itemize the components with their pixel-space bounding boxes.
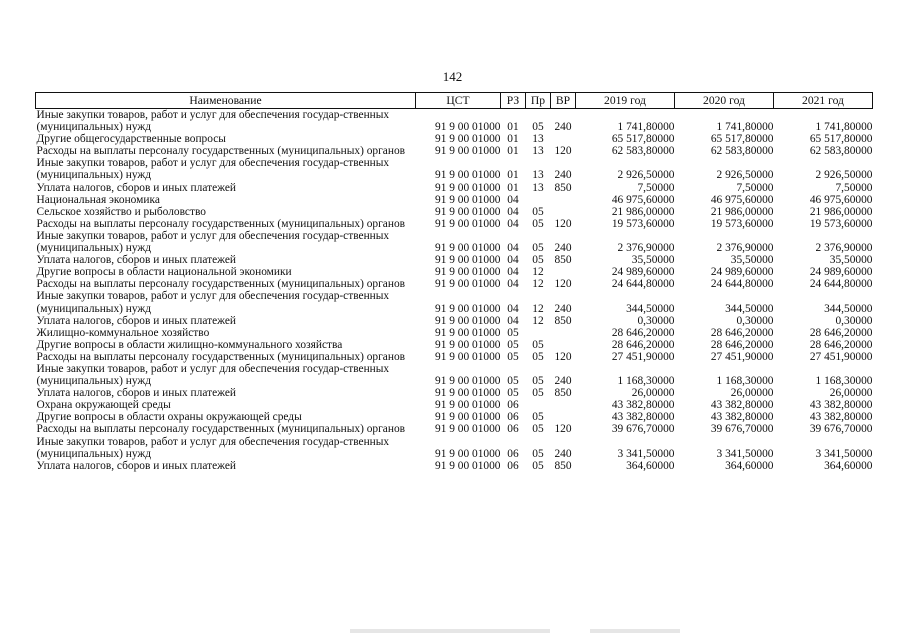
cell-2020: 21 986,00000 (710, 205, 774, 218)
cell-vr (551, 339, 576, 351)
cell-vr: 850 (554, 181, 572, 194)
cell-vr: 120 (554, 145, 572, 158)
cell-2021: 65 517,80000 (809, 133, 873, 146)
cell-pr: 05 (532, 387, 544, 400)
cell-rz: 06 (507, 411, 519, 424)
table-row (36, 194, 873, 206)
cell-2019: 19 573,60000 (611, 217, 675, 230)
cell-rz: 04 (507, 302, 519, 315)
cell-pr (526, 194, 551, 206)
cell-rz: 01 (507, 121, 519, 134)
cell-name: Расходы на выплаты персоналу государственных (муниципальных) органов (36, 278, 406, 291)
cell-vr (551, 133, 576, 145)
cell-cst: 91 9 00 01000 (435, 447, 501, 460)
cell-cst: 91 9 00 01000 (435, 423, 501, 436)
cell-vr: 240 (554, 169, 572, 182)
cell-2019: 2 926,50000 (617, 169, 675, 182)
cell-2020: 28 646,20000 (710, 326, 774, 339)
cell-pr: 05 (532, 338, 544, 351)
cell-2020: 1 741,80000 (716, 121, 774, 134)
cell-2020: 2 376,90000 (716, 242, 774, 255)
cell-pr: 05 (532, 411, 544, 424)
cell-2021: 62 583,80000 (809, 145, 873, 158)
cell-pr: 05 (532, 121, 544, 134)
cell-2021: 1 741,80000 (815, 121, 873, 134)
cell-2021: 2 926,50000 (815, 169, 873, 182)
cell-2021: 24 989,60000 (809, 266, 873, 279)
table-row (36, 145, 873, 157)
cell-2021: 1 168,30000 (815, 375, 873, 388)
cell-vr: 120 (554, 350, 572, 363)
cell-cst: 91 9 00 01000 (435, 278, 501, 291)
cell-2021: 35,50000 (829, 254, 873, 267)
cell-vr (551, 399, 576, 411)
cell-2019: 62 583,80000 (611, 145, 675, 158)
cell-name: Сельское хозяйство и рыболовство (36, 205, 206, 218)
cell-2019: 3 341,50000 (617, 447, 675, 460)
cell-name: Иные закупки товаров, работ и услуг для обеспечения государ-ственных (муниципальных) нужд (36, 229, 390, 255)
cell-rz: 05 (507, 338, 519, 351)
cell-2019: 28 646,20000 (611, 326, 675, 339)
cell-pr: 13 (532, 133, 544, 146)
table-row (36, 423, 873, 435)
cell-rz: 01 (507, 181, 519, 194)
cell-name: Другие вопросы в области жилищно-коммунального хозяйства (36, 338, 343, 351)
cell-name: Другие вопросы в области национальной экономики (36, 266, 292, 279)
cell-2019: 344,50000 (626, 302, 675, 315)
table-row (36, 133, 873, 145)
cell-pr: 05 (532, 350, 544, 363)
header-pr: Пр (526, 93, 551, 109)
cell-pr: 05 (532, 217, 544, 230)
cell-2020: 43 382,80000 (710, 411, 774, 424)
cell-cst: 91 9 00 01000 (435, 459, 501, 472)
table-header-row (36, 93, 873, 109)
table-row (36, 109, 873, 134)
cell-cst: 91 9 00 01000 (435, 387, 501, 400)
table-row (36, 290, 873, 314)
cell-rz: 04 (507, 205, 519, 218)
cell-2020: 364,60000 (725, 459, 774, 472)
cell-pr: 13 (532, 145, 544, 158)
cell-2020: 65 517,80000 (710, 133, 774, 146)
cell-2019: 65 517,80000 (611, 133, 675, 146)
scan-artifact (350, 629, 550, 633)
cell-cst: 91 9 00 01000 (435, 326, 501, 339)
cell-2021: 344,50000 (824, 302, 873, 315)
cell-2020: 26,00000 (730, 387, 774, 400)
cell-2020: 19 573,60000 (710, 217, 774, 230)
cell-pr: 05 (532, 375, 544, 388)
cell-2019: 24 644,80000 (611, 278, 675, 291)
cell-2019: 21 986,00000 (611, 205, 675, 218)
cell-2021: 43 382,80000 (809, 399, 873, 412)
cell-cst: 91 9 00 01000 (435, 242, 501, 255)
cell-name: Расходы на выплаты персоналу государственных (муниципальных) органов (36, 145, 406, 158)
cell-2019: 28 646,20000 (611, 338, 675, 351)
cell-2021: 39 676,70000 (809, 423, 873, 436)
budget-table (35, 92, 873, 472)
cell-rz: 04 (507, 242, 519, 255)
cell-2021: 43 382,80000 (809, 411, 873, 424)
table-body (36, 109, 873, 472)
cell-2021: 364,60000 (824, 459, 873, 472)
cell-rz: 04 (507, 193, 519, 206)
cell-rz: 04 (507, 314, 519, 327)
cell-vr: 850 (554, 254, 572, 267)
cell-2019: 26,00000 (631, 387, 675, 400)
cell-pr: 12 (532, 302, 544, 315)
header-2020: 2020 год (675, 93, 774, 109)
cell-name: Жилищно-коммунальное хозяйство (36, 326, 210, 339)
cell-cst: 91 9 00 01000 (435, 266, 501, 279)
cell-2021: 26,00000 (829, 387, 873, 400)
cell-pr: 05 (532, 447, 544, 460)
cell-rz: 06 (507, 447, 519, 460)
cell-cst: 91 9 00 01000 (435, 254, 501, 267)
table-row (36, 399, 873, 411)
cell-vr: 120 (554, 278, 572, 291)
cell-2021: 0,30000 (835, 314, 873, 327)
cell-name: Другие общегосударственные вопросы (36, 133, 226, 146)
cell-name: Расходы на выплаты персоналу государственных (муниципальных) органов (36, 350, 406, 363)
cell-vr (551, 206, 576, 218)
cell-name: Национальная экономика (36, 193, 160, 206)
cell-pr: 12 (532, 266, 544, 279)
header-name: Наименование (36, 93, 416, 109)
cell-pr: 13 (532, 181, 544, 194)
cell-vr: 120 (554, 423, 572, 436)
cell-name: Охрана окружающей среды (36, 399, 171, 412)
cell-vr: 850 (554, 459, 572, 472)
cell-pr (526, 327, 551, 339)
cell-2021: 24 644,80000 (809, 278, 873, 291)
cell-vr (551, 266, 576, 278)
cell-name: Иные закупки товаров, работ и услуг для обеспечения государ-ственных (муниципальных) нужд (36, 109, 390, 134)
cell-2020: 0,30000 (736, 314, 774, 327)
table-row (36, 411, 873, 423)
cell-2019: 43 382,80000 (611, 399, 675, 412)
cell-cst: 91 9 00 01000 (435, 399, 501, 412)
cell-name: Уплата налогов, сборов и иных платежей (36, 387, 236, 400)
cell-vr (551, 327, 576, 339)
table-row (36, 218, 873, 230)
cell-vr: 850 (554, 314, 572, 327)
cell-pr: 05 (532, 254, 544, 267)
cell-2021: 3 341,50000 (815, 447, 873, 460)
cell-vr: 120 (554, 217, 572, 230)
cell-cst: 91 9 00 01000 (435, 169, 501, 182)
cell-rz: 01 (507, 133, 519, 146)
cell-rz: 05 (507, 375, 519, 388)
cell-pr: 12 (532, 278, 544, 291)
cell-rz: 06 (507, 399, 519, 412)
cell-2021: 28 646,20000 (809, 326, 873, 339)
cell-pr: 12 (532, 314, 544, 327)
cell-rz: 04 (507, 217, 519, 230)
cell-vr: 240 (554, 242, 572, 255)
table-row (36, 339, 873, 351)
cell-vr: 240 (554, 121, 572, 134)
cell-name: Уплата налогов, сборов и иных платежей (36, 254, 236, 267)
cell-2020: 27 451,90000 (710, 350, 774, 363)
cell-2019: 1 741,80000 (617, 121, 675, 134)
cell-2020: 39 676,70000 (710, 423, 774, 436)
cell-pr: 05 (532, 423, 544, 436)
cell-cst: 91 9 00 01000 (435, 375, 501, 388)
cell-rz: 04 (507, 254, 519, 267)
cell-2019: 46 975,60000 (611, 193, 675, 206)
cell-cst: 91 9 00 01000 (435, 217, 501, 230)
cell-cst: 91 9 00 01000 (435, 121, 501, 134)
cell-rz: 01 (507, 169, 519, 182)
cell-2019: 35,50000 (631, 254, 675, 267)
cell-2021: 46 975,60000 (809, 193, 873, 206)
cell-2019: 1 168,30000 (617, 375, 675, 388)
header-vr: ВР (551, 93, 576, 109)
table-row (36, 206, 873, 218)
cell-2020: 35,50000 (730, 254, 774, 267)
cell-cst: 91 9 00 01000 (435, 350, 501, 363)
cell-2019: 43 382,80000 (611, 411, 675, 424)
cell-2020: 24 644,80000 (710, 278, 774, 291)
table-row (36, 460, 873, 472)
cell-vr: 240 (554, 447, 572, 460)
cell-2019: 7,50000 (637, 181, 675, 194)
cell-name: Уплата налогов, сборов и иных платежей (36, 314, 236, 327)
cell-2020: 7,50000 (736, 181, 774, 194)
cell-name: Иные закупки товаров, работ и услуг для обеспечения государ-ственных (муниципальных) нужд (36, 435, 390, 460)
cell-2020: 1 168,30000 (716, 375, 774, 388)
cell-rz: 01 (507, 145, 519, 158)
cell-2019: 27 451,90000 (611, 350, 675, 363)
table-row (36, 315, 873, 327)
cell-2020: 46 975,60000 (710, 193, 774, 206)
cell-name: Иные закупки товаров, работ и услуг для обеспечения государ-ственных (муниципальных) нужд (36, 362, 390, 388)
cell-2019: 24 989,60000 (611, 266, 675, 279)
scan-artifact (590, 629, 680, 633)
cell-cst: 91 9 00 01000 (435, 411, 501, 424)
cell-2021: 28 646,20000 (809, 338, 873, 351)
table-row (36, 266, 873, 278)
table-row (36, 387, 873, 399)
cell-cst: 91 9 00 01000 (435, 181, 501, 194)
cell-2021: 21 986,00000 (809, 205, 873, 218)
cell-2020: 62 583,80000 (710, 145, 774, 158)
cell-cst: 91 9 00 01000 (435, 205, 501, 218)
cell-cst: 91 9 00 01000 (435, 193, 501, 206)
table-row (36, 182, 873, 194)
cell-2020: 28 646,20000 (710, 338, 774, 351)
cell-cst: 91 9 00 01000 (435, 133, 501, 146)
cell-vr (551, 194, 576, 206)
table-row (36, 363, 873, 387)
table-row (36, 327, 873, 339)
header-2021: 2021 год (774, 93, 873, 109)
cell-vr: 240 (554, 302, 572, 315)
cell-rz: 04 (507, 266, 519, 279)
cell-2020: 24 989,60000 (710, 266, 774, 279)
header-2019: 2019 год (576, 93, 675, 109)
page-number: 142 (442, 69, 463, 84)
cell-2021: 2 376,90000 (815, 242, 873, 255)
cell-name: Уплата налогов, сборов и иных платежей (36, 459, 236, 472)
cell-2020: 2 926,50000 (716, 169, 774, 182)
cell-pr: 13 (532, 169, 544, 182)
cell-2021: 19 573,60000 (809, 217, 873, 230)
cell-name: Расходы на выплаты персоналу государственных (муниципальных) органов (36, 217, 406, 230)
cell-vr: 850 (554, 387, 572, 400)
cell-2019: 0,30000 (637, 314, 675, 327)
cell-vr: 240 (554, 375, 572, 388)
cell-2020: 3 341,50000 (716, 447, 774, 460)
table-row (36, 278, 873, 290)
table-row (36, 351, 873, 363)
table-row (36, 436, 873, 460)
cell-name: Иные закупки товаров, работ и услуг для обеспечения государ-ственных (муниципальных) нужд (36, 157, 390, 182)
cell-vr (551, 411, 576, 423)
cell-cst: 91 9 00 01000 (435, 338, 501, 351)
cell-name: Другие вопросы в области охраны окружающей среды (36, 411, 302, 424)
cell-pr: 05 (532, 242, 544, 255)
cell-rz: 05 (507, 387, 519, 400)
cell-cst: 91 9 00 01000 (435, 314, 501, 327)
cell-rz: 06 (507, 459, 519, 472)
cell-name: Иные закупки товаров, работ и услуг для обеспечения государ-ственных (муниципальных) нужд (36, 290, 390, 315)
cell-2019: 2 376,90000 (617, 242, 675, 255)
cell-name: Уплата налогов, сборов и иных платежей (36, 181, 236, 194)
cell-2021: 27 451,90000 (809, 350, 873, 363)
cell-cst: 91 9 00 01000 (435, 145, 501, 158)
cell-rz: 05 (507, 326, 519, 339)
header-rz: РЗ (501, 93, 526, 109)
cell-name: Расходы на выплаты персоналу государственных (муниципальных) органов (36, 423, 406, 436)
cell-pr: 05 (532, 459, 544, 472)
table-row (36, 230, 873, 254)
cell-2019: 39 676,70000 (611, 423, 675, 436)
cell-2021: 7,50000 (835, 181, 873, 194)
cell-pr (526, 399, 551, 411)
cell-2020: 43 382,80000 (710, 399, 774, 412)
cell-2019: 364,60000 (626, 459, 675, 472)
cell-rz: 04 (507, 278, 519, 291)
cell-pr: 05 (532, 205, 544, 218)
cell-rz: 06 (507, 423, 519, 436)
header-cst: ЦСТ (416, 93, 501, 109)
table-row (36, 254, 873, 266)
cell-rz: 05 (507, 350, 519, 363)
cell-2020: 344,50000 (725, 302, 774, 315)
table-row (36, 157, 873, 181)
cell-cst: 91 9 00 01000 (435, 302, 501, 315)
